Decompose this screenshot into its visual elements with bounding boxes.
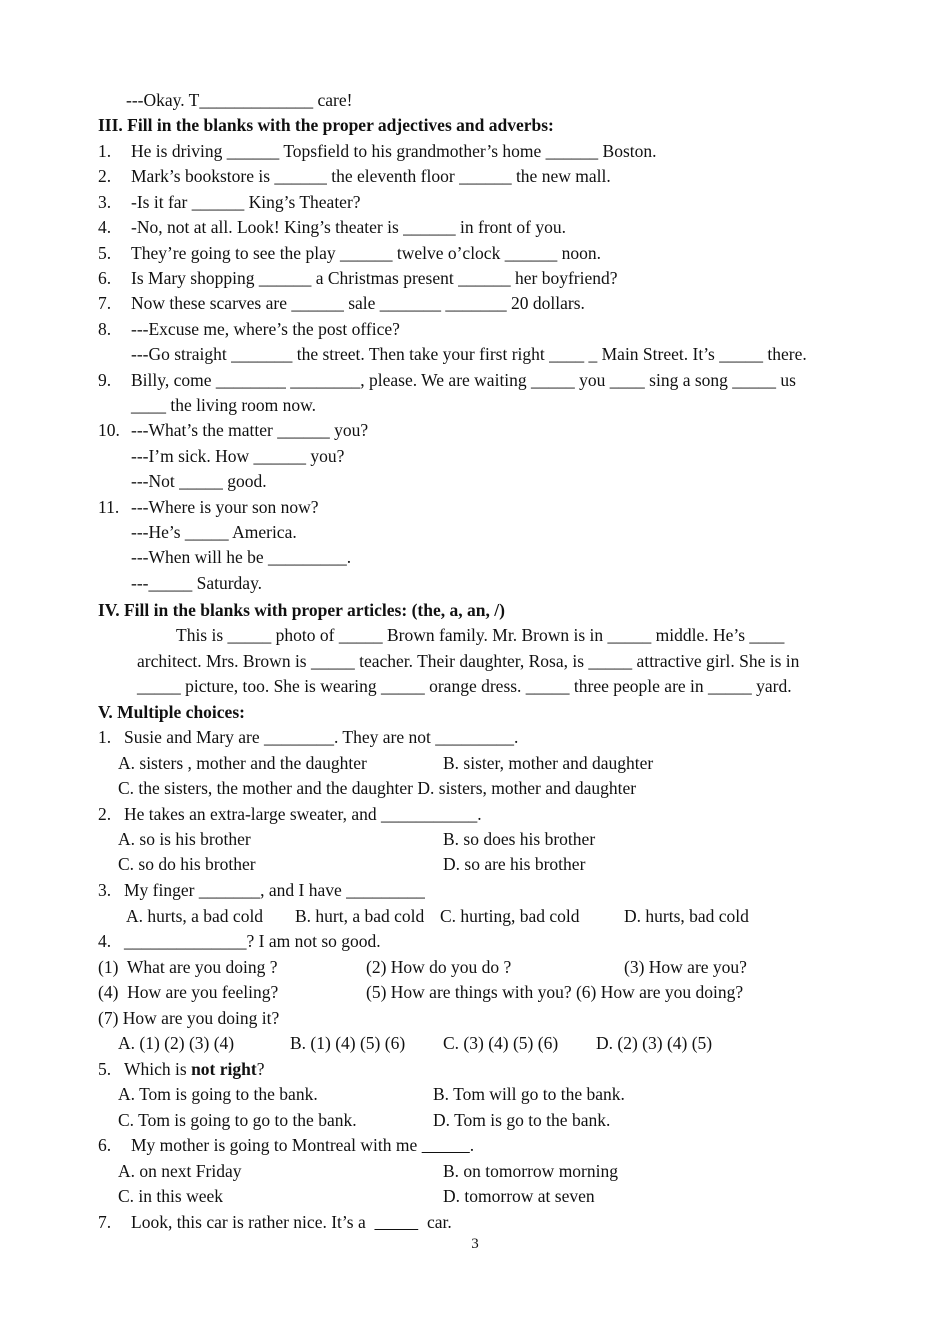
item-text: He is driving ______ Topsfield to his grandmother’s home ______ Boston.: [131, 141, 657, 161]
q3-option-c: C. hurting, bad cold: [440, 906, 580, 926]
q6-option-d: D. tomorrow at seven: [443, 1186, 595, 1206]
q4-choice-2: (2) How do you do ?: [366, 957, 512, 977]
section-iii-heading: III. Fill in the blanks with the proper adjectives and adverbs:: [98, 115, 554, 135]
item-text: -Is it far ______ King’s Theater?: [131, 192, 361, 212]
item-text: ---Not _____ good.: [131, 471, 267, 491]
item-number: 8.: [98, 319, 112, 339]
q4-option-a: A. (1) (2) (3) (4): [118, 1033, 235, 1053]
page-number: 3: [471, 1236, 479, 1252]
section-iv-heading: IV. Fill in the blanks with proper articles: (the, a, an, /): [98, 600, 505, 620]
section-iii-item: [98, 266, 618, 291]
q4-option-b: B. (1) (4) (5) (6): [290, 1033, 406, 1053]
q2-option-a: A. so is his brother: [118, 829, 251, 849]
item-number: 2.: [98, 166, 112, 186]
q1-option-cd: C. the sisters, the mother and the daughter D. sisters, mother and daughter: [118, 778, 637, 798]
q6-option-a: A. on next Friday: [118, 1161, 242, 1181]
article-passage-line: This is _____ photo of _____ Brown family. Mr. Brown is in _____ middle. He’s ____: [176, 625, 785, 645]
section-iii-item: [98, 469, 267, 494]
item-text: Is Mary shopping ______ a Christmas present ______ her boyfriend?: [131, 268, 618, 288]
question-1: 1. Susie and Mary are ________. They are not _________.: [98, 727, 519, 747]
item-text: ---He’s _____ America.: [131, 522, 297, 542]
section-iii-item: [98, 444, 344, 469]
item-number: 10.: [98, 420, 120, 440]
q6-option-b: B. on tomorrow morning: [443, 1161, 618, 1181]
q4-choice-1: (1) What are you doing ?: [98, 957, 278, 977]
section-iii-item: [98, 215, 566, 240]
item-text: ---Where is your son now?: [131, 497, 319, 517]
section-iii-item: [98, 495, 319, 520]
q2-option-d: D. so are his brother: [443, 854, 586, 874]
q3-option-b: B. hurt, a bad cold: [295, 906, 425, 926]
item-number: 7.: [98, 293, 112, 313]
q4-choice-3: (3) How are you?: [624, 957, 747, 977]
q5-option-c: C. Tom is going to go to the bank.: [118, 1110, 357, 1130]
item-text: ---When will he be _________.: [131, 547, 352, 567]
question-2: 2. He takes an extra-large sweater, and ___________.: [98, 804, 482, 824]
item-number: 1.: [98, 141, 112, 161]
closing-dialogue-line: ---Okay. T_____________ care!: [126, 90, 353, 110]
question-4: 4. ______________? I am not so good.: [98, 931, 381, 951]
q4-choice-7: (7) How are you doing it?: [98, 1008, 280, 1028]
q2-option-b: B. so does his brother: [443, 829, 596, 849]
q4-choice-4: (4) How are you feeling?: [98, 982, 279, 1002]
item-text: ---Excuse me, where’s the post office?: [131, 319, 400, 339]
item-text: -No, not at all. Look! King’s theater is ______ in front of you.: [131, 217, 566, 237]
q4-choice-5-6: (5) How are things with you? (6) How are you doing?: [366, 982, 744, 1002]
question-6: 6. My mother is going to Montreal with me .: [98, 1135, 475, 1155]
section-iii-item: [98, 571, 262, 596]
section-iii-item: [98, 164, 611, 189]
section-v-heading: V. Multiple choices:: [98, 702, 245, 722]
section-iii-item: [98, 241, 601, 266]
q6-option-c: C. in this week: [118, 1186, 223, 1206]
item-number: 4.: [98, 217, 112, 237]
question-3: 3. My finger _______, and I have _________: [98, 880, 425, 900]
item-text: ---I’m sick. How ______ you?: [131, 446, 345, 466]
section-iii-item: [98, 418, 368, 443]
q3-option-d: D. hurts, bad cold: [624, 906, 749, 926]
item-text: ---What’s the matter ______ you?: [131, 420, 369, 440]
q4-option-c: C. (3) (4) (5) (6): [443, 1033, 559, 1053]
section-iii-item: [98, 545, 351, 570]
item-number: 11.: [98, 497, 120, 517]
item-number: 5.: [98, 243, 112, 263]
item-number: 6.: [98, 268, 112, 288]
q4-option-d: D. (2) (3) (4) (5): [596, 1033, 713, 1053]
q5-option-a: A. Tom is going to the bank.: [118, 1084, 318, 1104]
q1-option-a: A. sisters , mother and the daughter: [118, 753, 367, 773]
item-text: They’re going to see the play ______ twelve o’clock ______ noon.: [131, 243, 601, 263]
answer-blank: [422, 1135, 470, 1155]
section-iii-item: [98, 190, 361, 215]
item-text: ---Go straight _______ the street. Then take your first right ____ _ Main Street. It’s _____ there.: [131, 344, 807, 364]
emphasis-not-right: not right: [191, 1059, 257, 1079]
question-5: 5. Which is not right?: [98, 1059, 265, 1079]
section-iii-item: [98, 342, 807, 367]
item-text: Now these scarves are ______ sale _______ _______ 20 dollars.: [131, 293, 585, 313]
item-text: ---_____ Saturday.: [131, 573, 263, 593]
section-iii-item: [98, 317, 400, 342]
section-iii-item: [98, 139, 657, 164]
section-iii-item: [98, 520, 297, 545]
item-text: Billy, come ________ ________, please. We are waiting _____ you ____ sing a song _____ us: [131, 370, 796, 390]
item-number: 9.: [98, 370, 112, 390]
section-iii-item: [98, 291, 585, 316]
q5-option-d: D. Tom is go to the bank.: [433, 1110, 611, 1130]
item-text: ____ the living room now.: [131, 395, 317, 415]
q2-option-c: C. so do his brother: [118, 854, 256, 874]
q3-option-a: A. hurts, a bad cold: [126, 906, 264, 926]
section-iii-item: [98, 368, 796, 393]
question-7: 7. Look, this car is rather nice. It’s a car.: [98, 1212, 452, 1232]
article-passage-line: architect. Mrs. Brown is _____ teacher. Their daughter, Rosa, is _____ attractive girl. She is in: [137, 651, 800, 671]
q1-option-b: B. sister, mother and daughter: [443, 753, 654, 773]
section-iii-item: [98, 393, 316, 418]
article-passage-line: _____ picture, too. She is wearing _____ orange dress. _____ three people are in _____ yard.: [137, 676, 792, 696]
answer-blank: [374, 1212, 418, 1232]
item-number: 3.: [98, 192, 112, 212]
item-text: Mark’s bookstore is ______ the eleventh floor ______ the new mall.: [131, 166, 611, 186]
q5-option-b: B. Tom will go to the bank.: [433, 1084, 625, 1104]
